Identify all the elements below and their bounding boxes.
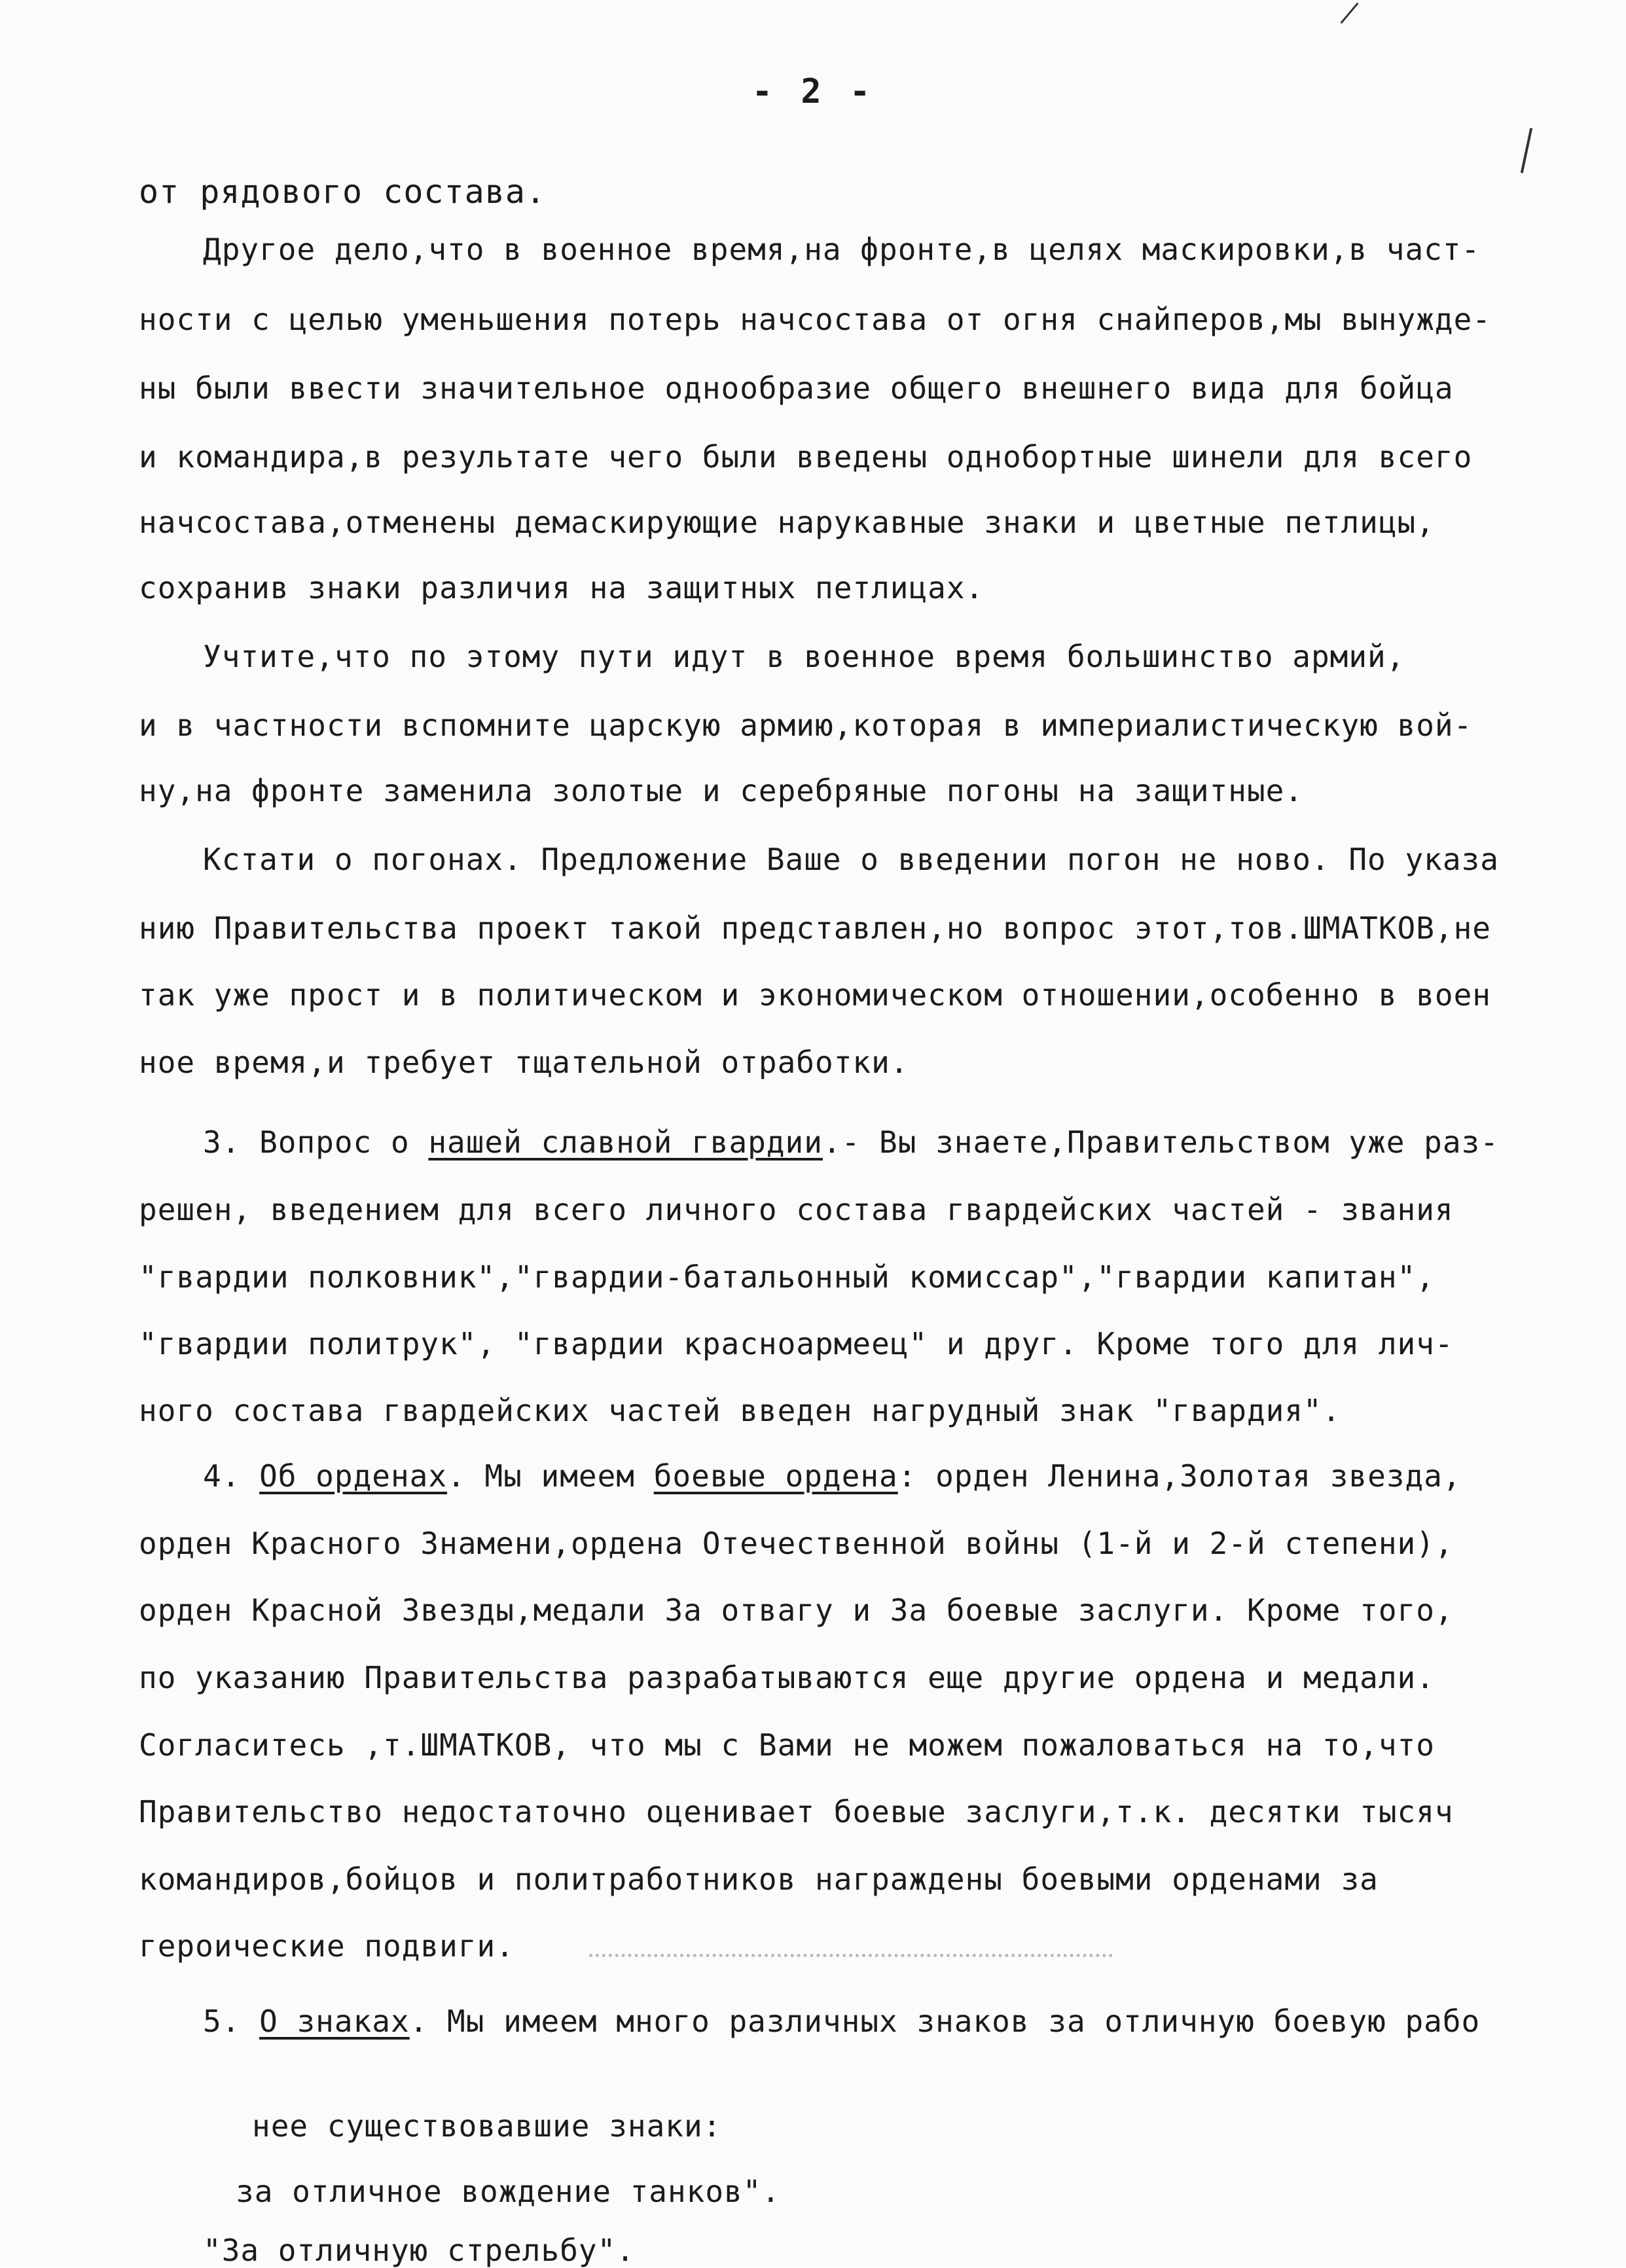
text-line: Кстати о погонах. Предложение Ваше о введении погон не ново. По указа — [203, 842, 1499, 877]
paragraph-4-text: : орден Ленина,Золотая звезда, — [897, 1458, 1462, 1494]
underlined-phrase: нашей славной гвардии — [428, 1125, 823, 1160]
underlined-phrase: боевые ордена — [653, 1458, 898, 1494]
paragraph-4-heading — [203, 1458, 1462, 1494]
text-line: "За отличную стрельбу". — [203, 2233, 635, 2268]
text-line: ну,на фронте заменила золотые и серебряные погоны на защитные. — [139, 773, 1304, 808]
faint-dotted-mark — [589, 1954, 1113, 1957]
quote-mark: " — [139, 1259, 158, 1295]
text-line: и командира,в результате чего были введены однобортные шинели для всего — [139, 439, 1473, 475]
text-line: от рядового состава. — [139, 173, 547, 211]
paragraph-5-heading — [203, 2004, 1481, 2039]
text-line: Правительство недостаточно оценивает боевые заслуги,т.к. десятки тысяч — [139, 1794, 1454, 1829]
text-line: ны были ввести значительное однообразие общего внешнего вида для бойца — [139, 370, 1454, 406]
underlined-phrase: Об орденах — [259, 1458, 448, 1494]
text-line: начсостава,отменены демаскирующие нарукавные знаки и цветные петлицы, — [139, 505, 1435, 540]
underlined-phrase: О знаках — [259, 2004, 410, 2039]
text-line: за отличное вождение танков". — [236, 2174, 781, 2209]
text-line: Учтите,что по этому пути идут в военное время большинство армий, — [203, 639, 1405, 674]
text-line: орден Красной Звезды,медали За отвагу и За боевые заслуги. Кроме того, — [139, 1593, 1454, 1628]
text-line: орден Красного Знамени,ордена Отечественной войны (1-й и 2-й степени), — [139, 1526, 1454, 1561]
paragraph-4-text: . Мы имеем — [447, 1458, 654, 1494]
text-line — [139, 1259, 1435, 1295]
text-line: героические подвиги. — [139, 1928, 515, 1964]
text-line: сохранив знаки различия на защитных петлицах. — [139, 570, 985, 605]
text-line: ности с целью уменьшения потерь начсостава от огня снайперов,мы вынужде- — [139, 302, 1491, 337]
text-line: решен, введением для всего личного состава гвардейских частей - звания — [139, 1192, 1454, 1227]
text-line: нию Правительства проект такой представлен,но вопрос этот,тов.ШМАТКОВ,не — [139, 910, 1491, 946]
paragraph-3-number: 3. Вопрос о — [203, 1125, 429, 1160]
text-line: "гвардии политрук", "гвардии красноармеец" и друг. Кроме того для лич- — [139, 1326, 1454, 1361]
scan-mark — [1340, 3, 1358, 24]
text-line: Другое дело,что в военное время,на фронте,в целях маскировки,в част- — [203, 232, 1481, 267]
page-number: - 2 - — [751, 72, 875, 111]
text-line: так уже прост и в политическом и экономическом отношении,особенно в воен — [139, 977, 1491, 1013]
paragraph-3-heading — [203, 1125, 1499, 1160]
text-line: ного состава гвардейских частей введен нагрудный знак "гвардия". — [139, 1393, 1341, 1428]
paragraph-5-number: 5. — [203, 2004, 260, 2039]
text-line: нее существовавшие знаки: — [252, 2108, 722, 2144]
text-line: и в частности вспомните царскую армию,которая в империалистическую вой- — [139, 708, 1473, 743]
text-line-content: гвардии полковник","гвардии-батальонный комиссар","гвардии капитан", — [157, 1259, 1435, 1295]
text-line: командиров,бойцов и политработников награждены боевыми орденами за — [139, 1862, 1379, 1897]
text-line: Согласитесь ,т.ШМАТКОВ, что мы с Вами не можем пожаловаться на то,что — [139, 1727, 1435, 1763]
text-line: по указанию Правительства разрабатываются еще другие ордена и медали. — [139, 1660, 1435, 1695]
paragraph-3-text: .- Вы знаете,Правительством уже раз- — [822, 1125, 1499, 1160]
text-line: ное время,и требует тщательной отработки. — [139, 1045, 909, 1080]
scan-mark — [1521, 128, 1532, 173]
paragraph-4-number: 4. — [203, 1458, 260, 1494]
paragraph-5-text: . Мы имеем много различных знаков за отличную боевую рабо — [409, 2004, 1481, 2039]
